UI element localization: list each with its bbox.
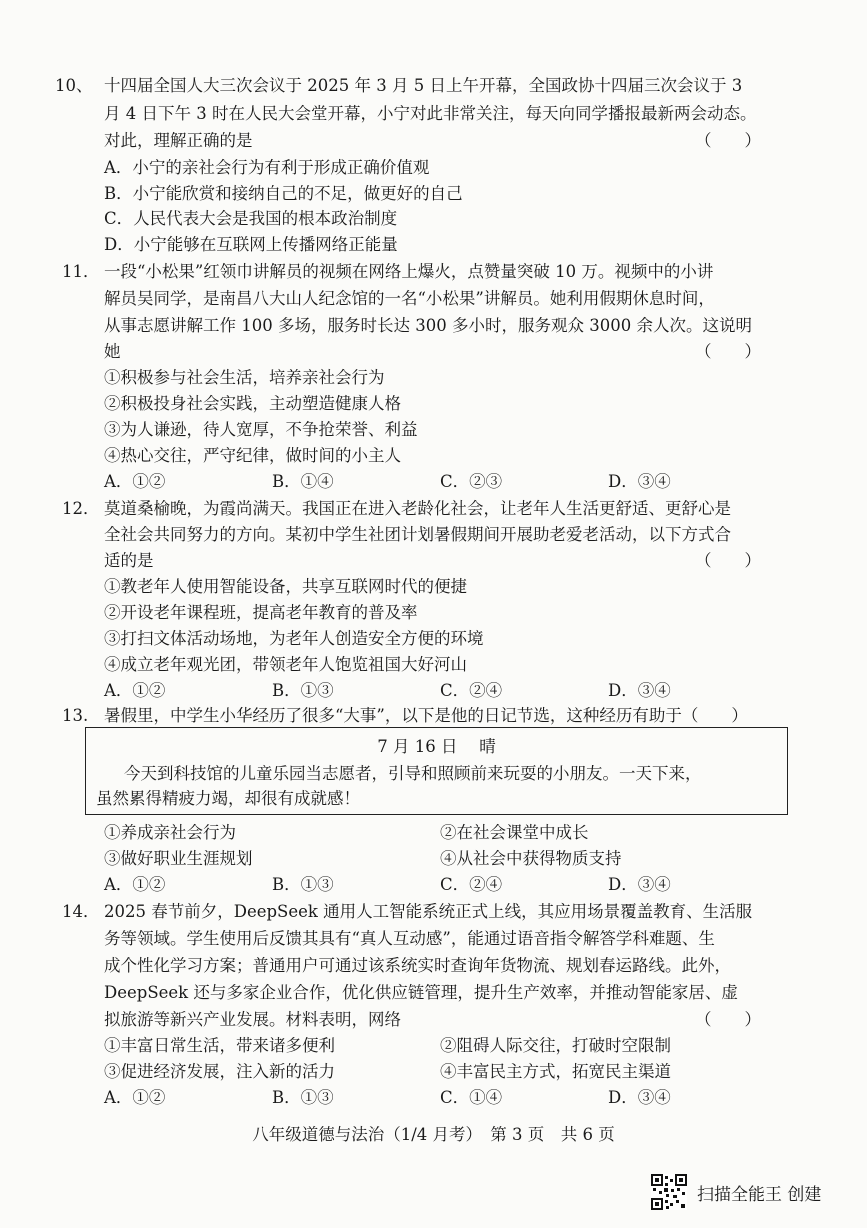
- question-14-stem-line-5: 拟旅游等新兴产业发展。材料表明，网络: [104, 1010, 401, 1029]
- question-12-statement-4: ④成立老年观光团，带领老年人饱览祖国大好河山: [104, 655, 467, 674]
- question-13-choice-b: B．①③: [272, 875, 334, 894]
- question-13-stem-line-1: 暑假里，中学生小华经历了很多“大事”，以下是他的日记节选，这种经历有助于（ ）: [104, 706, 748, 725]
- question-11-choice-c: C．②③: [440, 472, 503, 491]
- question-13-statement-3: ③做好职业生涯规划: [104, 849, 253, 868]
- question-13-choice-d: D．③④: [608, 875, 671, 894]
- diary-date: 7 月 16 日 晴: [377, 737, 496, 756]
- diary-excerpt-box: [85, 727, 788, 815]
- question-10-stem-line-2: 月 4 日下午 3 时在人民大会堂开幕，小宁对此非常关注，每天向同学播报最新两会动态。: [104, 104, 757, 123]
- question-14-stem-line-4: DeepSeek 还与多家企业合作，优化供应链管理，提升生产效率，并推动智能家居、虚: [104, 983, 738, 1002]
- question-14-choice-c: C．①④: [440, 1088, 503, 1107]
- question-12-choice-d: D．③④: [608, 681, 671, 700]
- question-10-stem-line-1: 十四届全国人大三次会议于 2025 年 3 月 5 日上午开幕，全国政协十四届三次会议于 3: [104, 76, 743, 95]
- question-13-statement-1: ①养成亲社会行为: [104, 823, 236, 842]
- question-11-number: 11．: [62, 262, 100, 281]
- answer-parentheses: （ ）: [695, 551, 761, 570]
- question-14-statement-1: ①丰富日常生活，带来诸多便利: [104, 1036, 335, 1055]
- question-11-statement-1: ①积极参与社会生活，培养亲社会行为: [104, 368, 385, 387]
- question-12-choice-b: B．①③: [272, 681, 334, 700]
- question-11-choice-a: A．①②: [104, 472, 166, 491]
- question-10-option-b: B．小宁能欣赏和接纳自己的不足，做更好的自己: [104, 184, 463, 203]
- question-11-stem-line-3: 从事志愿讲解工作 100 多场，服务时长达 300 多小时，服务观众 3000 余人次。这说明: [104, 316, 752, 335]
- question-13-number: 13.: [62, 706, 89, 725]
- question-11-statement-4: ④热心交往，严守纪律，做时间的小主人: [104, 446, 401, 465]
- question-14-stem-line-2: 务等领域。学生使用后反馈其具有“真人互动感”，能通过语音指令解答学科难题、生: [104, 929, 715, 948]
- answer-parentheses: （ ）: [695, 131, 761, 150]
- qr-code-icon: [651, 1174, 687, 1210]
- question-14-choice-d: D．③④: [608, 1088, 671, 1107]
- answer-parentheses: （ ）: [695, 1010, 761, 1029]
- question-14-number: 14．: [62, 902, 100, 921]
- question-12-statement-1: ①教老年人使用智能设备，共享互联网时代的便捷: [104, 577, 467, 596]
- question-11-statement-2: ②积极投身社会实践，主动塑造健康人格: [104, 394, 401, 413]
- question-12-choice-c: C．②④: [440, 681, 503, 700]
- question-11-stem-line-1: 一段“小松果”红领巾讲解员的视频在网络上爆火，点赞量突破 10 万。视频中的小讲: [104, 262, 714, 281]
- question-13-statement-4: ④从社会中获得物质支持: [440, 849, 622, 868]
- question-12-choice-a: A．①②: [104, 681, 166, 700]
- question-10-stem-line-3: 对此，理解正确的是: [104, 131, 253, 150]
- question-14-choice-b: B．①③: [272, 1088, 334, 1107]
- diary-text-line-1: 今天到科技馆的儿童乐园当志愿者，引导和照顾前来玩耍的小朋友。一天下来，: [124, 764, 702, 783]
- question-11-statement-3: ③为人谦逊，待人宽厚，不争抢荣誉、利益: [104, 420, 418, 439]
- question-10-number: 10、: [55, 76, 93, 95]
- question-10-option-d: D．小宁能够在互联网上传播网络正能量: [104, 235, 398, 254]
- question-12-stem-line-2: 全社会共同努力的方向。某初中学生社团计划暑假期间开展助老爱老活动，以下方式合: [104, 525, 731, 544]
- watermark-text: 扫描全能王 创建: [697, 1184, 822, 1205]
- question-13-choice-c: C．②④: [440, 875, 503, 894]
- question-11-stem-line-4: 她: [104, 342, 121, 361]
- question-13-choice-a: A．①②: [104, 875, 166, 894]
- question-14-choice-a: A．①②: [104, 1088, 166, 1107]
- question-14-statement-3: ③促进经济发展，注入新的活力: [104, 1062, 335, 1081]
- question-12-statement-3: ③打扫文体活动场地，为老年人创造安全方便的环境: [104, 629, 484, 648]
- answer-parentheses: （ ）: [695, 342, 761, 361]
- question-13-statement-2: ②在社会课堂中成长: [440, 823, 589, 842]
- question-11-stem-line-2: 解员吴同学，是南昌八大山人纪念馆的一名“小松果”讲解员。她利用假期休息时间，: [104, 289, 715, 308]
- question-10-option-a: A．小宁的亲社会行为有利于形成正确价值观: [104, 158, 430, 177]
- question-14-statement-4: ④丰富民主方式，拓宽民主渠道: [440, 1062, 671, 1081]
- scanner-watermark: [651, 1172, 821, 1212]
- question-14-stem-line-3: 成个性化学习方案；普通用户可通过该系统实时查询年货物流、规划春运路线。此外，: [104, 956, 731, 975]
- question-12-stem-line-3: 适的是: [104, 551, 154, 570]
- question-12-stem-line-1: 莫道桑榆晚，为霞尚满天。我国正在进入老龄化社会，让老年人生活更舒适、更舒心是: [104, 499, 731, 518]
- question-14-statement-2: ②阻碍人际交往，打破时空限制: [440, 1036, 671, 1055]
- question-12-number: 12．: [62, 499, 100, 518]
- question-14-stem-line-1: 2025 春节前夕，DeepSeek 通用人工智能系统正式上线，其应用场景覆盖教育、生活服: [104, 902, 753, 921]
- page-footer: 八年级道德与法治（1/4 月考） 第 3 页 共 6 页: [252, 1125, 615, 1144]
- diary-text-line-2: 虽然累得精疲力竭，却很有成就感！: [96, 789, 360, 808]
- question-10-option-c: C．人民代表大会是我国的根本政治制度: [104, 209, 398, 228]
- question-12-statement-2: ②开设老年课程班，提高老年教育的普及率: [104, 603, 418, 622]
- question-11-choice-d: D．③④: [608, 472, 671, 491]
- question-11-choice-b: B．①④: [272, 472, 334, 491]
